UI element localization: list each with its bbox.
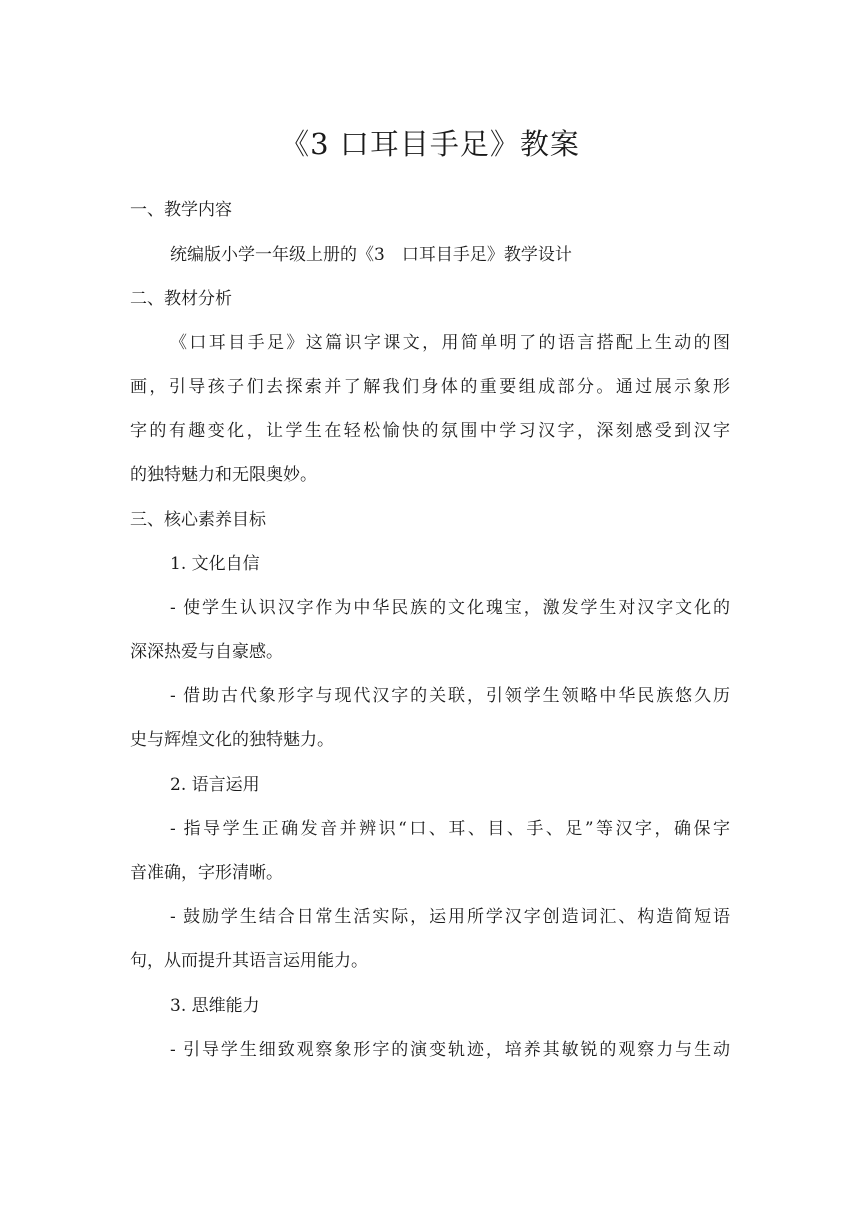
- paragraph-line: - 鼓励学生结合日常生活实际，运用所学汉字创造词汇、构造简短语: [170, 907, 730, 927]
- subheading-cultural-confidence: 1. 文化自信: [170, 554, 260, 574]
- subheading-language-use: 2. 语言运用: [170, 775, 260, 795]
- paragraph-line: 《口耳目手足》这篇识字课文，用简单明了的语言搭配上生动的图: [170, 333, 730, 353]
- paragraph-line: 画，引导孩子们去探索并了解我们身体的重要组成部分。通过展示象形: [130, 377, 730, 397]
- paragraph-line: - 指导学生正确发音并辨识“口、耳、目、手、足”等汉字，确保字: [170, 819, 730, 839]
- paragraph-line: 字的有趣变化，让学生在轻松愉快的氛围中学习汉字，深刻感受到汉字: [130, 421, 730, 441]
- paragraph-line: 史与辉煌文化的独特魅力。: [130, 730, 334, 750]
- paragraph-line: 的独特魅力和无限奥妙。: [130, 465, 317, 485]
- section-heading-material-analysis: 二、教材分析: [130, 289, 232, 309]
- document-title: 《3 口耳目手足》教案: [280, 127, 580, 161]
- paragraph-line: 统编版小学一年级上册的《3 口耳目手足》教学设计: [170, 245, 572, 265]
- subheading-thinking-ability: 3. 思维能力: [170, 996, 260, 1016]
- paragraph-line: 音准确，字形清晰。: [130, 863, 283, 883]
- section-heading-core-literacy-goals: 三、核心素养目标: [130, 510, 266, 530]
- paragraph-line: - 借助古代象形字与现代汉字的关联，引领学生领略中华民族悠久历: [170, 686, 730, 706]
- paragraph-line: - 使学生认识汉字作为中华民族的文化瑰宝，激发学生对汉字文化的: [170, 598, 730, 618]
- section-heading-teaching-content: 一、教学内容: [130, 200, 232, 220]
- paragraph-line: - 引导学生细致观察象形字的演变轨迹，培养其敏锐的观察力与生动: [170, 1040, 730, 1060]
- paragraph-line: 深深热爱与自豪感。: [130, 642, 283, 662]
- paragraph-line: 句，从而提升其语言运用能力。: [130, 951, 368, 971]
